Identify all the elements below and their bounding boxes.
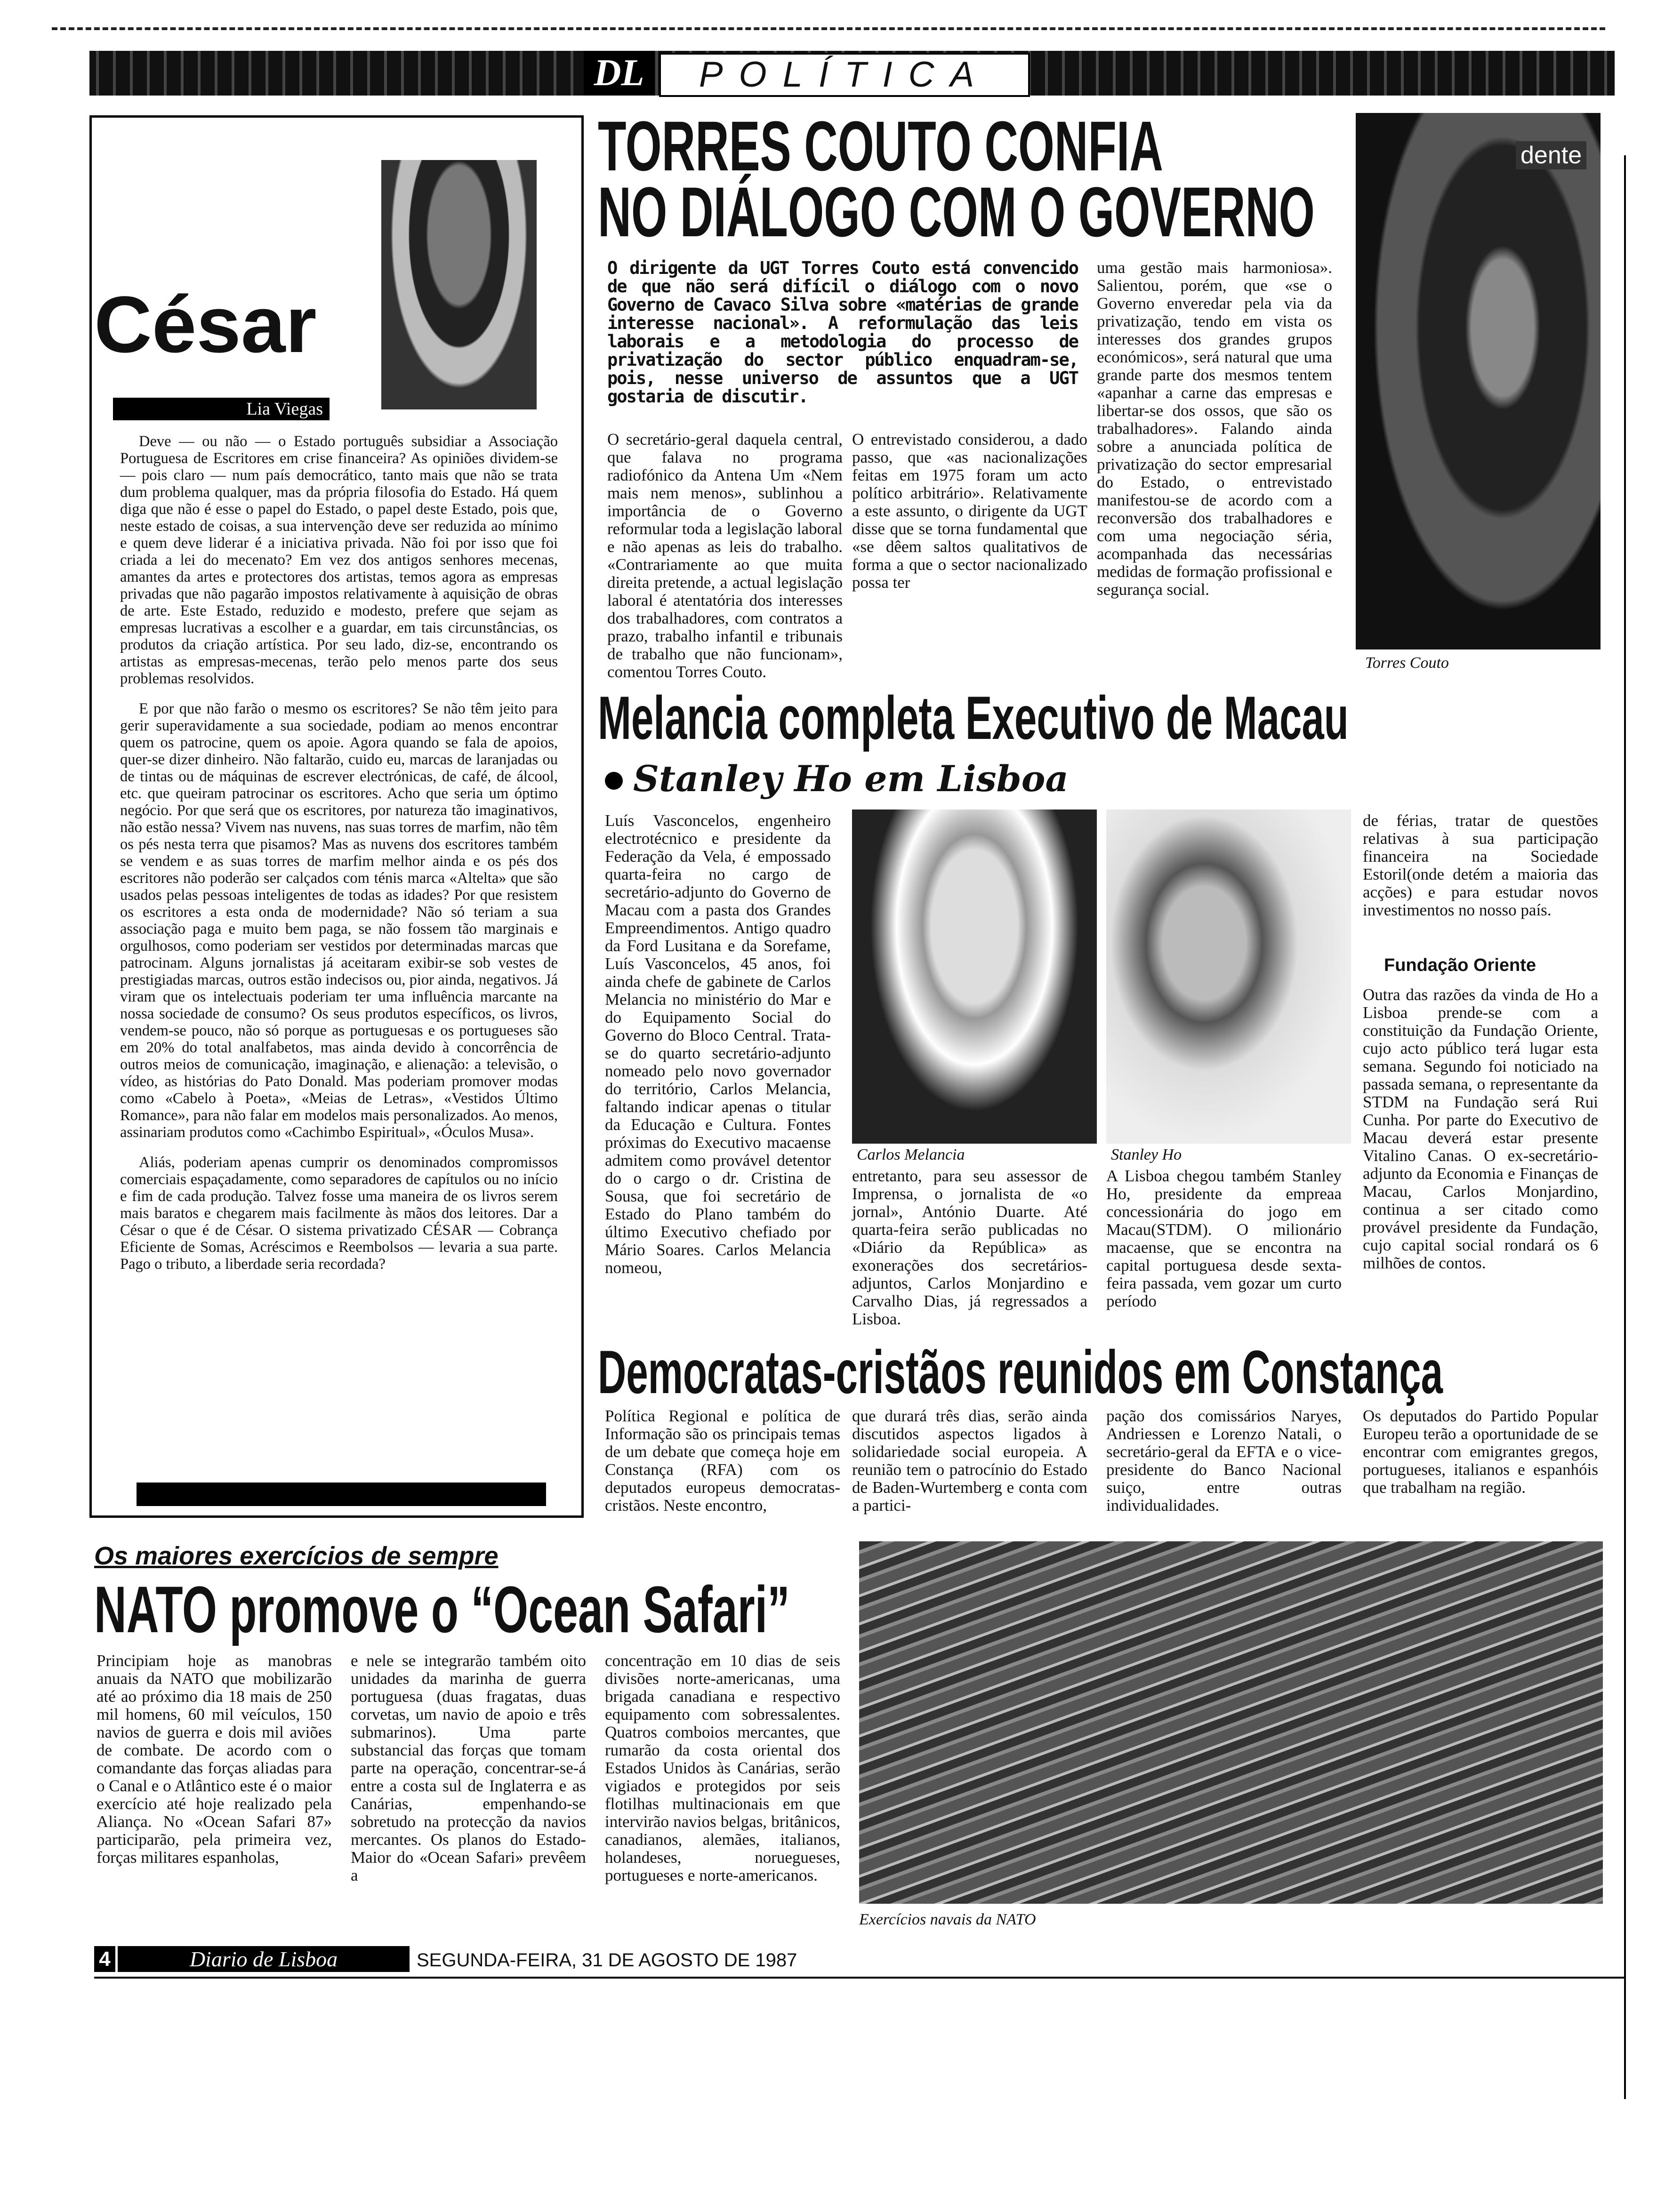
torres-headline-1: TORRES COUTO CONFIA <box>598 106 1163 185</box>
macau-subhead: Stanley Ho em Lisboa <box>633 758 1069 800</box>
democratas-col2: que durará três dias, serão ainda discutidos aspectos ligados à solidariedade social europeia. A reunião tem o patrocínio do Estado de Baden-Wurtemberg e conta com a partici- <box>852 1407 1087 1515</box>
masthead-logo: DL <box>584 51 654 96</box>
democratas-col1: Política Regional e política de Informação são os principais temas de um debate que começa hoje em Constança (RFA) com os deputados europeus democratas-cristãos. Neste encontro, <box>605 1407 840 1515</box>
macau-headline: Melancia completa Executivo de Macau <box>598 683 1349 752</box>
democratas-col3: pação dos comissários Naryes, Andriessen e Lorenzo Natali, o secretário-geral da EFTA e o vice-presidente do Banco Nacional suiço, entre outras individualidades. <box>1106 1407 1342 1515</box>
right-edge-rule <box>1624 155 1626 2099</box>
torres-photo-sign: dente <box>1516 141 1586 169</box>
top-dashed-rule <box>52 27 1605 30</box>
nato-headline: NATO promove o “Ocean Safari” <box>94 1572 790 1646</box>
torres-col1: O secretário-geral daquela central, que falava no programa radiofónico da Antena Um «Nem mais nem menos», sublinhou a importância de o Governo reformular toda a legislação laboral e não apenas as leis do trabalho. «Contrariamente ao que muita direita pretende, a actual legislação laboral é atentatória dos interesses dos trabalhadores, com contratos a prazo, trabalho infantil e tribunais de trabalho que não funcionam», comentou Torres Couto. <box>607 430 843 681</box>
cesar-paragraph: Deve — ou não — o Estado português subsidiar a Associação Portuguesa de Escritores em crise financeira? As opiniões dividem-se — pois claro — num país democrático, tanto mais que não se trata dum problema qualquer, mas da própria filosofia do Estado. Há quem diga que não é esse o papel do Estado, o papel deste Estado, pois que, neste estado de coisas, a sua intervenção deve ser reduzida ao mínimo e quem deve liderar é a iniciativa privada. Não foi por isso que foi criada a lei do mecenato? Em vez dos antigos senhores mecenas, amantes da artes e protectores dos artistas, temos agora as empresas privadas que não pagarão impostos relativamente à aquisição de obras de arte. Este Estado, reduzido e modesto, prefere que sejam as empresas lucrativas a escolher e a guardar, em tais circunstâncias, os produtos da criação artística. Por seu lado, diz-se, encontrando os artistas as empresas-mecenas, terão pelo menos parte dos seus problemas resolvidos. <box>120 433 558 687</box>
torres-col3: uma gestão mais harmoniosa». Salientou, porém, que «se o Governo enveredar pela via da privatização, tendo em vista os interesses dos grandes grupos económicos», será natural que uma grande parte dos mesmos tentem «apanhar a carne das empresas e libertar-se dos ossos, que são os trabalhadores». Falando ainda sobre a anunciada política de privatização do sector empresarial do Estado, o entrevistado manifestou-se de acordo com a reconversão dos trabalhadores e com uma negociação séria, acompanhada das necessárias medidas de formação profissional e segurança social. <box>1097 258 1332 599</box>
stanley-ho-caption: Stanley Ho <box>1111 1146 1182 1163</box>
carlos-melancia-caption: Carlos Melancia <box>857 1146 965 1163</box>
cesar-text <box>120 433 558 1450</box>
macau-col1: Luís Vasconcelos, engenheiro electrotécnico e presidente da Federação da Vela, é empossado quarta-feira no cargo de secretário-adjunto do Governo de Macau com a pasta dos Grandes Empreendimentos. Antigo quadro da Ford Lusitana e da Sorefame, Luís Vasconcelos, 45 anos, foi ainda chefe de gabinete de Carlos Melancia no ministério do Mar e do Equipamento Social do Governo do Bloco Central. Trata-se do quarto secretário-adjunto nomeado pelo novo governador do território, Carlos Melancia, faltando indicar apenas o titular da Educação e Cultura. Fontes próximas do Executivo macaense admitem como provável detentor do o cargo o dr. Cristina de Sousa, que foi secretário de Estado do Plano também do último Executivo chefiado por Mário Soares. Carlos Melancia nomeou, <box>605 811 831 1277</box>
cesar-author: Lia Viegas <box>113 398 330 420</box>
torres-lead: O dirigente da UGT Torres Couto está convencido de que não será difícil o diálogo com o novo Governo de Cavaco Silva sobre «matérias de grande interesse nacional». A reformulação das leis laborais e a metodologia do processo de privatização do sector público enquadram-se, pois, nesse universo de assuntos que a UGT gostaria de discutir. <box>607 258 1078 407</box>
macau-bullet-icon <box>605 772 623 790</box>
cesar-author-photo <box>381 160 537 409</box>
cesar-bottom-bar <box>137 1483 546 1506</box>
nato-col1: Principiam hoje as manobras anuais da NATO que mobilizarão até ao próximo dia 18 mais de 250 mil homens, 60 mil veículos, 150 navios de guerra e dois mil aviões de combate. De acordo com o comandante das forças aliadas para o Canal e o Atlântico este é o maior exercício até hoje realizado pela Aliança. No «Ocean Safari 87» participarão, pela primeira vez, forças militares espanholas, <box>97 1651 332 1867</box>
nato-ships-photo <box>859 1541 1603 1904</box>
stanley-ho-photo <box>1106 809 1351 1144</box>
footer-date: SEGUNDA-FEIRA, 31 DE AGOSTO DE 1987 <box>417 1950 797 1971</box>
cesar-paragraph: Aliás, poderiam apenas cumprir os denominados compromissos comerciais espaçadamente, como separadores de capítulos ou no início e fim de cada produção. Talvez fosse uma maneira de os livros serem mais baratos e chegarem mais facilmente às mãos dos leitores. Dar a César o que é de César. O sistema privatizado CÉSAR — Cobrança Eficiente de Somas, Acréscimos e Reembolsos — levaria a sua parte. Pago o tributo, a liberdade seria recordada? <box>120 1154 558 1273</box>
footer-page-number: 4 <box>94 1946 115 1972</box>
macau-col3: A Lisboa chegou também Stanley Ho, presidente da empreaa concessionária do jogo em Macau(STDM). O milionário macaense, que se encontra na capital portuguesa desde sexta-feira passada, vem gozar um curto período <box>1106 1167 1342 1310</box>
macau-col4b: Outra das razões da vinda de Ho a Lisboa prende-se com a constituição da Fundação Oriente, cujo acto público terá lugar esta semana. Segundo foi noticiado na passada semana, o representante da STDM na Fundação será Rui Cunha. Por parte do Executivo de Macau deverá estar presente Vitalino Canas. O ex-secretário-adjunto da Economia e Finanças de Macau, Carlos Monjardino, continua a ser citado como provável presidente da Fundação, cujo capital social rondará os 6 milhões de contos. <box>1363 986 1598 1272</box>
nato-col3: concentração em 10 dias de seis divisões norte-americanas, uma brigada canadiana e respectivo equipamento com sobressalentes. Quatros comboios mercantes, que rumarão da costa oriental dos Estados Unidos às Canárias, serão vigiados e protegidos por seis flotilhas multinacionais em que intervirão navios belgas, britânicos, canadianos, alemães, italianos, holandeses, noruegueses, portugueses e norte-americanos. <box>605 1651 840 1884</box>
macau-col4: de férias, tratar de questões relativas à sua participação financeira na Sociedade Estoril(onde detém a maioria das acções) e para estudar novos investimentos no nosso país. <box>1363 811 1598 919</box>
democratas-headline: Democratas-cristãos reunidos em Constança <box>598 1338 1443 1406</box>
footer-rule <box>94 1977 1624 1979</box>
torres-col2: O entrevistado considerou, a dado passo, que «as nacionalizações feitas em 1975 foram um acto político arbitrário». Relativamente a este assunto, o dirigente da UGT disse que se torna fundamental que «se dêem saltos qualitativos de forma a que o sector nacionalizado possa ter <box>852 430 1087 592</box>
cesar-paragraph: E por que não farão o mesmo os escritores? Se não têm jeito para gerir superavidamente a sua sociedade, podiam ao menos encontrar quem os patrocine, quem os apoie. Agora quando se fala de apoios, quer-se dizer dinheiro. Não faltarão, cuido eu, marcas de laranjadas ou de tintas ou de máquinas de escrever electrónicas, de café, de álcool, etc. que queiram patrocinar os escritores. Acho que seria um óptimo negócio. Por que será que os escritores, por natureza tão imaginativos, não estão nessa? Vivem nas nuvens, nas suas torres de marfim, não têm os pés nesta terra que pisamos? Mas as nuvens dos escritores também se vendem e as suas torres de marfim melhor ainda e os pés dos escritores não poderão ser calçados com ténis marca «Altelta» que são usados pelas pessoas inteligentes de todas as idades? Por que resistem os escritores a esta onda de modernidade? Não só teriam a sua associação paga e muito bem paga, se não fossem tão marginais e orgulhosos, como poderiam ser vestidos por determinadas marcas que patrocinam. Alguns jornalistas já aceitaram exibir-se sob vestes de prestigiadas marcas, outros estão indecisos ou, pior ainda, negativos. Já viram que os intelectuais poderiam ter uma influência marcante na nossa sociedade de consumo? Os seus produtos específicos, os livros, vendem-se pouco, não só porque as portuguesas e os portugueses são em 20% do total analfabetos, mas ainda devido à concorrência de outros meios de comunicação, imaginação, e alienação: a televisão, o vídeo, as histórias do Pato Donald. Mas poderiam promover modas como «Cabelo à Poeta», «Meias de Letras», «Vestidos Último Romance», para não falar em modelos mais personalizados. Ao menos, assinariam produtos como «Cachimbo Espiritual», «Óculos Musa». <box>120 700 558 1141</box>
torres-photo-caption: Torres Couto <box>1365 654 1449 672</box>
masthead-section: POLÍTICA <box>659 53 1030 97</box>
nato-photo-caption: Exercícios navais da NATO <box>859 1911 1036 1928</box>
carlos-melancia-photo <box>852 809 1097 1144</box>
macau-subhead-2: Fundação Oriente <box>1384 955 1536 975</box>
macau-col2: entretanto, para seu assessor de Imprensa, o jornalista de «o jornal», António Duarte. Até quarta-feira serão publicadas no «Diário da República» as exonerações dos secretários-adjuntos, Carlos Monjardino e Carvalho Dias, já regressados a Lisboa. <box>852 1167 1087 1328</box>
democratas-col4: Os deputados do Partido Popular Europeu terão a oportunidade de se encontrar com emigrantes gregos, portugueses, italianos e espanhóis que trabalham na região. <box>1363 1407 1598 1497</box>
torres-couto-photo <box>1356 113 1601 649</box>
nato-col2: e nele se integrarão também oito unidades da marinha de guerra portuguesa (duas fragatas, duas corvetas, um navio de apoio e três submarinos). Uma parte substancial das forças que tomam parte na operação, concentrar-se-á entre a costa sul de Inglaterra e as Canárias, empenhando-se sobretudo na protecção da navios mercantes. Os planos do Estado-Maior do «Ocean Safari» prevêem a <box>351 1651 586 1884</box>
nato-kicker: Os maiores exercícios de sempre <box>94 1542 499 1570</box>
footer-paper-name: Diario de Lisboa <box>118 1946 410 1972</box>
torres-headline-2: NO DIÁLOGO COM O GOVERNO <box>598 172 1315 251</box>
cesar-title: César <box>94 280 317 369</box>
